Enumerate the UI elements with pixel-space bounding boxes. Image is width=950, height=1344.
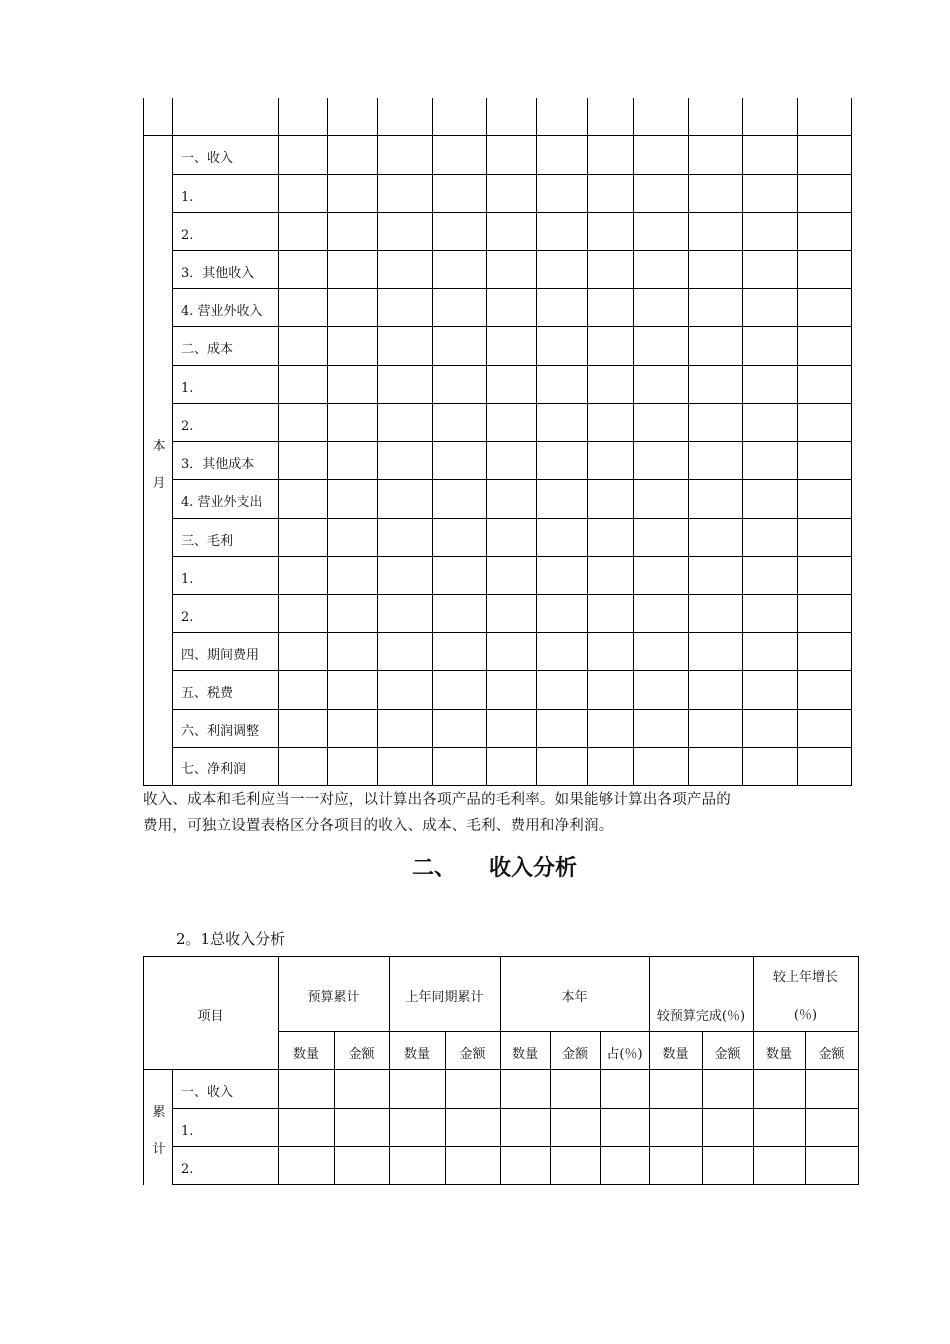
note-line-2: 费用，可独立设置表格区分各项目的收入、成本、毛利、费用和净利润。 <box>143 818 614 834</box>
row-label: 1. <box>181 381 194 396</box>
sub-amount: 金额 <box>459 1047 486 1062</box>
section-number: 二、 <box>412 856 457 881</box>
row-label: 2. <box>181 228 194 243</box>
header-this-year: 本年 <box>561 990 588 1005</box>
header-last-year: 上年同期累计 <box>405 990 484 1005</box>
header-budget: 预算累计 <box>307 990 360 1005</box>
header-item: 项目 <box>197 1009 224 1024</box>
row-label: 2. <box>181 419 194 434</box>
table1-group-label <box>151 428 167 502</box>
group-char-2: 计 <box>152 1142 166 1157</box>
row-label: 1. <box>181 1124 194 1139</box>
row-label: 2. <box>181 610 194 625</box>
row-label: 三、毛利 <box>181 534 234 549</box>
sub-amount: 金额 <box>714 1047 741 1062</box>
sub-qty: 数量 <box>511 1047 538 1062</box>
row-label: 1. <box>181 190 194 205</box>
table2-group-label <box>151 1094 167 1168</box>
row-label: 一、收入 <box>181 1085 234 1100</box>
sub-amount: 金额 <box>348 1047 375 1062</box>
sub-amount: 金额 <box>818 1047 845 1062</box>
group-char-1: 本 <box>152 439 166 454</box>
sub-amount: 金额 <box>561 1047 588 1062</box>
group-char-1: 累 <box>152 1105 166 1120</box>
row-label: 1. <box>181 572 194 587</box>
row-label: 五、税费 <box>181 686 234 701</box>
note-line-1: 收入、成本和毛利应当一一对应，以计算出各项产品的毛利率。如果能够计算出各项产品的 <box>143 792 731 808</box>
row-label: 七、净利润 <box>181 762 247 777</box>
row-label: 一、收入 <box>181 151 234 166</box>
header-growth-unit: (％) <box>793 1008 818 1023</box>
row-label: 3．其他成本 <box>181 457 255 472</box>
subsection-title: 2。1总收入分析 <box>176 930 286 948</box>
row-label: 2. <box>181 1162 194 1177</box>
row-label: 二、成本 <box>181 342 234 357</box>
row-label: 4. 营业外收入 <box>181 304 263 319</box>
row-label: 四、期间费用 <box>181 648 260 663</box>
sub-qty: 数量 <box>292 1047 319 1062</box>
sub-share: 占(％) <box>606 1047 643 1062</box>
sub-qty: 数量 <box>765 1047 792 1062</box>
header-vs-budget: 较预算完成(％) <box>656 1009 746 1024</box>
row-label: 六、利润调整 <box>181 724 260 739</box>
section-title: 收入分析 <box>489 856 578 881</box>
sub-qty: 数量 <box>403 1047 430 1062</box>
group-char-2: 月 <box>152 476 166 491</box>
sub-qty: 数量 <box>662 1047 689 1062</box>
header-growth: 较上年增长 <box>772 970 838 985</box>
row-label: 4. 营业外支出 <box>181 495 263 510</box>
row-label: 3．其他收入 <box>181 266 255 281</box>
